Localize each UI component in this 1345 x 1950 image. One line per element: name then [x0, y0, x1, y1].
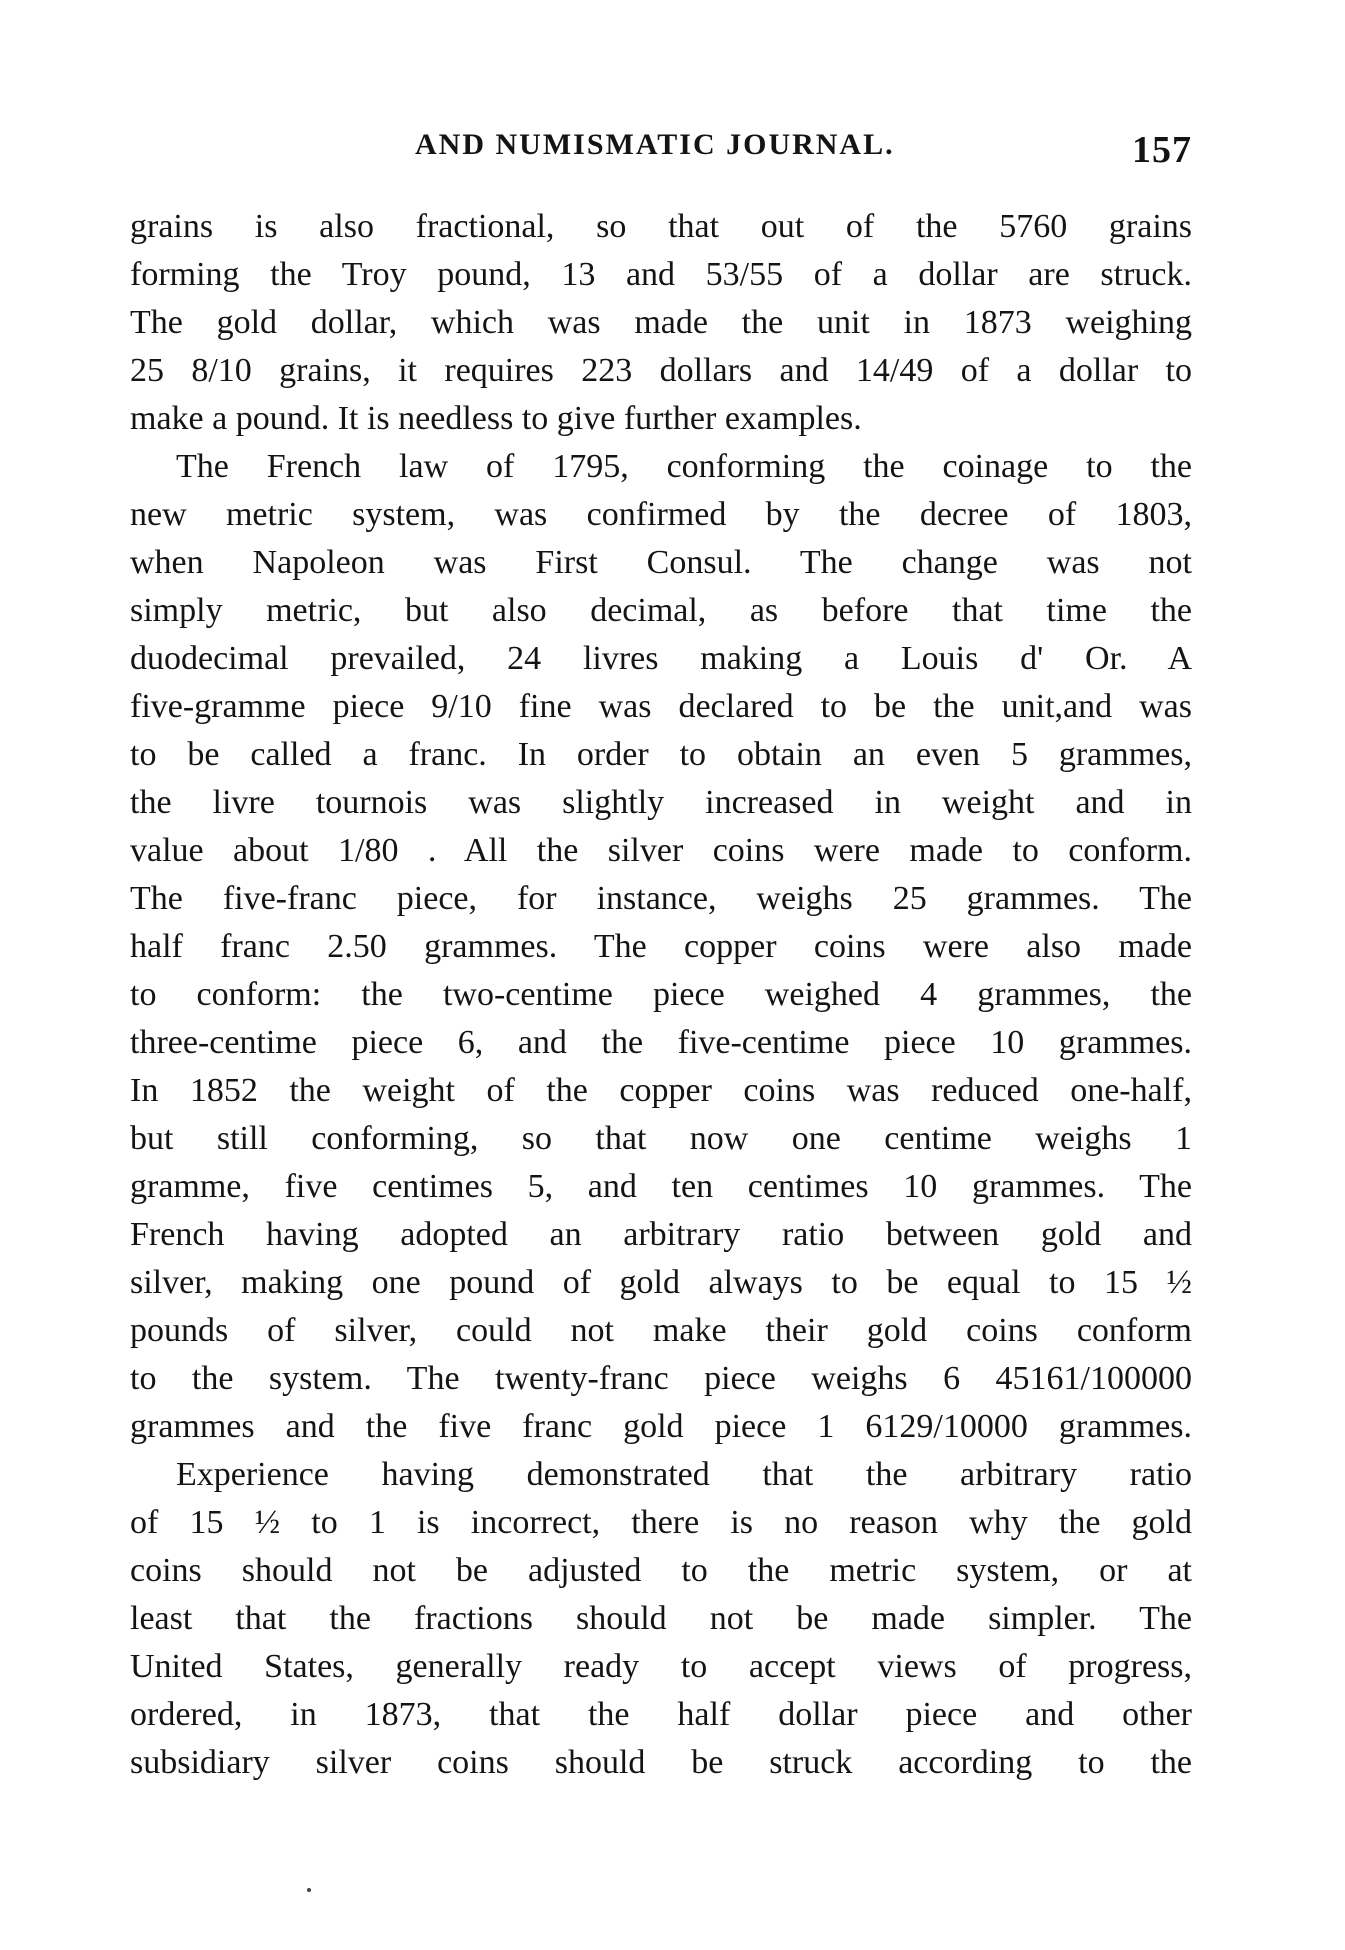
text-line: to the system. The twenty-franc piece weighs 6 45161/100000: [130, 1360, 1192, 1397]
text-line: half franc 2.50 grammes. The copper coins were also made: [130, 928, 1192, 965]
text-line: In 1852 the weight of the copper coins was reduced one-half,: [130, 1072, 1192, 1109]
text-line: pounds of silver, could not make their gold coins conform: [130, 1312, 1192, 1349]
text-line: when Napoleon was First Consul. The change was not: [130, 544, 1192, 581]
page-number: 157: [1132, 129, 1192, 171]
text-line: The French law of 1795, conforming the coinage to the: [176, 448, 1192, 485]
text-line: ordered, in 1873, that the half dollar piece and other: [130, 1696, 1192, 1733]
running-header: [130, 128, 1192, 178]
text-line: The gold dollar, which was made the unit in 1873 weighing: [130, 304, 1192, 341]
running-title: AND NUMISMATIC JOURNAL.: [415, 128, 895, 161]
text-line: five-gramme piece 9/10 fine was declared to be the unit,and was: [130, 688, 1192, 725]
text-line: subsidiary silver coins should be struck according to the: [130, 1744, 1192, 1781]
text-line: French having adopted an arbitrary ratio between gold and: [130, 1216, 1192, 1253]
text-line: silver, making one pound of gold always to be equal to 15 ½: [130, 1264, 1192, 1301]
print-speck: [307, 1888, 311, 1892]
text-line: duodecimal prevailed, 24 livres making a Louis d' Or. A: [130, 640, 1192, 677]
text-line: of 15 ½ to 1 is incorrect, there is no reason why the gold: [130, 1504, 1192, 1541]
text-line: 25 8/10 grains, it requires 223 dollars and 14/49 of a dollar to: [130, 352, 1192, 389]
text-line: The five-franc piece, for instance, weighs 25 grammes. The: [130, 880, 1192, 917]
text-line: to conform: the two-centime piece weighed 4 grammes, the: [130, 976, 1192, 1013]
text-line: new metric system, was confirmed by the decree of 1803,: [130, 496, 1192, 533]
body-text: [130, 203, 1192, 1787]
text-line: coins should not be adjusted to the metric system, or at: [130, 1552, 1192, 1589]
text-line: gramme, five centimes 5, and ten centimes 10 grammes. The: [130, 1168, 1192, 1205]
text-line: grammes and the five franc gold piece 1 6129/10000 grammes.: [130, 1408, 1192, 1445]
text-line: grains is also fractional, so that out of the 5760 grains: [130, 208, 1192, 245]
text-line: least that the fractions should not be made simpler. The: [130, 1600, 1192, 1637]
text-line: value about 1/80 . All the silver coins were made to conform.: [130, 832, 1192, 869]
text-line: make a pound. It is needless to give further examples.: [130, 400, 862, 437]
text-line: the livre tournois was slightly increased in weight and in: [130, 784, 1192, 821]
text-line: three-centime piece 6, and the five-centime piece 10 grammes.: [130, 1024, 1192, 1061]
text-line: simply metric, but also decimal, as before that time the: [130, 592, 1192, 629]
text-line: but still conforming, so that now one centime weighs 1: [130, 1120, 1192, 1157]
text-line: forming the Troy pound, 13 and 53/55 of a dollar are struck.: [130, 256, 1192, 293]
text-line: Experience having demonstrated that the arbitrary ratio: [176, 1456, 1192, 1493]
text-line: to be called a franc. In order to obtain an even 5 grammes,: [130, 736, 1192, 773]
text-line: United States, generally ready to accept views of progress,: [130, 1648, 1192, 1685]
